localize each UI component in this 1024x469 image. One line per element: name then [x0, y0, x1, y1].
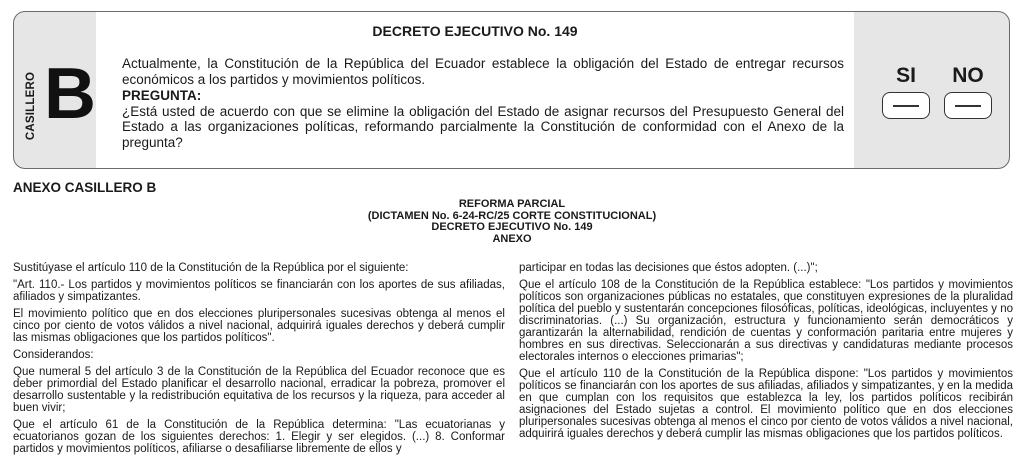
annex-paragraph: "Art. 110.- Los partidos y movimientos políticos se financiarán con los aportes de sus afiliadas, afiliados y simpatizantes.	[13, 279, 505, 303]
reform-annex: ANEXO	[492, 232, 532, 245]
casillero-letter: B	[44, 54, 96, 134]
annex-left-column	[13, 262, 505, 460]
decree-title: DECRETO EJECUTIVO No. 149	[372, 23, 578, 39]
annex-paragraph: Que numeral 5 del artículo 3 de la Constitución de la República del Ecuador reconoce que es deber primordial del Estado planificar el desarrollo nacional, erradicar la pobreza, promover el desarrollo sustentable y la redistribución equitativa de los recursos y la riqueza, para acceder al buen vivir;	[13, 366, 505, 414]
ballot-question-panel	[96, 12, 854, 168]
reform-header	[0, 199, 1024, 245]
annex-heading: ANEXO CASILLERO B	[13, 180, 157, 195]
ballot-box	[13, 11, 1010, 169]
annex-right-column	[519, 262, 1013, 445]
question-label: PREGUNTA:	[122, 88, 202, 103]
question-text: ¿Está usted de acuerdo con que se elimine la obligación del Estado de asignar recursos del Presupuesto General del Estado a las organizaciones políticas, reformando parcialmente la Constitución de conformidad con el Anexo de la pregunta?	[122, 103, 844, 150]
vote-option-no	[942, 64, 994, 119]
vote-no-label: NO	[952, 64, 984, 87]
vote-si-checkbox[interactable]	[882, 92, 930, 119]
casillero-label	[21, 71, 41, 141]
annex-paragraph: Que el artículo 110 de la Constitución de la República dispone: "Los partidos y movimientos políticos se financiarán con los aportes de sus afiliadas, afiliados y simpatizantes, y en la medida en que cumplan con los requisitos que establezca la ley, los partidos políticos recibirán asignaciones del Estado sujetas a control. El movimiento político que en dos elecciones pluripersonales sucesivas obtenga al menos el cinco por ciento de votos válidos a nivel nacional, adquirirá iguales derechos y deberá cumplir las mismas obligaciones que los partidos políticos.	[519, 368, 1013, 440]
casillero-label-text: CASILLERO	[25, 71, 37, 141]
vote-si-label: SI	[896, 64, 916, 87]
ballot-text	[122, 56, 844, 150]
annex-paragraph: Sustitúyase el artículo 110 de la Constitución de la República por el siguiente:	[13, 262, 409, 274]
ballot-side-panel	[14, 12, 96, 168]
reform-decree: DECRETO EJECUTIVO No. 149	[431, 221, 593, 233]
vote-options	[870, 12, 1010, 168]
annex-paragraph: Considerandos:	[13, 349, 94, 361]
annex-paragraph: El movimiento político que en dos elecciones pluripersonales sucesivas obtenga al menos el cinco por ciento de votos válidos a nivel nacional, adquirirá iguales derechos y deberá cumplir las mismas obligaciones que los partidos políticos".	[13, 308, 505, 344]
annex-paragraph: participar en todas las decisiones que éstos adopten. (...)";	[519, 262, 818, 274]
vote-option-si	[880, 64, 932, 119]
annex-paragraph: Que el artículo 108 de la Constitución de la República establece: "Los partidos y movimientos políticos son organizaciones públicas no estatales, que constituyen expresiones de la pluralidad política del pueblo y sustentarán concepciones filosóficas, políticas, ideológicas, incluyentes y no discriminatorias. (...) Su organización, estructura y funcionamiento serán democráticos y garantizarán la alternabilidad, rendición de cuentas y conformación paritaria entre mujeres y hombres en sus directivas. Seleccionarán a sus directivas y candidaturas mediante procesos electorales internos o elecciones primarias";	[519, 279, 1013, 363]
reform-title: REFORMA PARCIAL	[458, 198, 566, 210]
reform-dictamen: (DICTAMEN No. 6-24-RC/25 CORTE CONSTITUCIONAL)	[367, 209, 657, 222]
ballot-intro: Actualmente, la Constitución de la República del Ecuador establece la obligación del Estado de entregar recursos económicos a los partidos y movimientos políticos.	[122, 56, 844, 87]
vote-no-checkbox[interactable]	[944, 92, 992, 119]
annex-paragraph: Que el artículo 61 de la Constitución de la República determina: "Las ecuatorianas y ecuatorianos gozan de los siguientes derechos: 1. Elegir y ser elegidos. (...) 8. Conformar partidos y movimientos políticos, afiliarse o desafiliarse libremente de ellos y	[13, 419, 505, 455]
